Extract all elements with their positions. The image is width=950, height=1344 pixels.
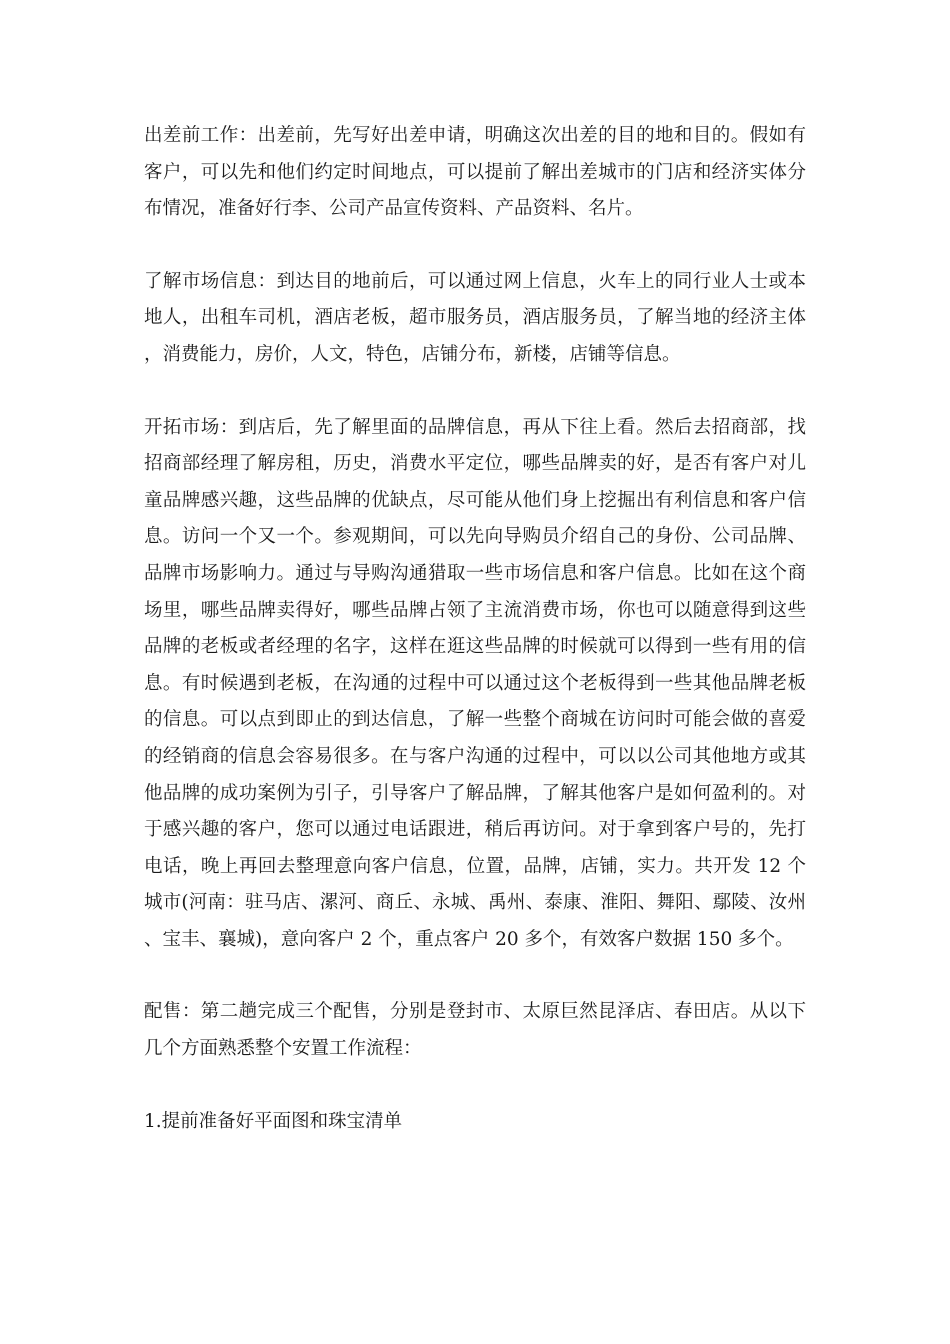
- paragraph-market-info: 了解市场信息：到达目的地前后，可以通过网上信息，火车上的同行业人士或本地人，出租车司机，酒店老板，超市服务员，酒店服务员，了解当地的经济主体，消费能力，房价，人文，特色，店铺分布，新楼，店铺等信息。: [144, 270, 806, 365]
- paragraph-distribution: 配售：第二趟完成三个配售，分别是登封市、太原巨然昆泽店、春田店。从以下几个方面熟悉整个安置工作流程：: [144, 1001, 806, 1060]
- paragraph-list-item-1: 1.提前准备好平面图和珠宝清单: [144, 1110, 403, 1132]
- paragraph-market-expansion: 开拓市场：到店后，先了解里面的品牌信息，再从下往上看。然后去招商部，找招商部经理了解房租，历史，消费水平定位，哪些品牌卖的好，是否有客户对儿童品牌感兴趣，这些品牌的优缺点，尽可能从他们身上挖掘出有利信息和客户信息。访问一个又一个。参观期间，可以先向导购员介绍自己的身份、公司品牌、品牌市场影响力。通过与导购沟通猎取一些市场信息和客户信息。比如在这个商场里，哪些品牌卖得好，哪些品牌占领了主流消费市场，你也可以随意得到这些品牌的老板或者经理的名字，这样在逛这些品牌的时候就可以得到一些有用的信息。有时候遇到老板，在沟通的过程中可以通过这个老板得到一些其他品牌老板的信息。可以点到即止的到达信息，了解一些整个商城在访问时可能会做的喜爱的经销商的信息会容易很多。在与客户沟通的过程中，可以以公司其他地方或其他品牌的成功案例为引子，引导客户了解品牌，了解其他客户是如何盈利的。对于感兴趣的客户，您可以通过电话跟进，稍后再访问。对于拿到客户号的，先打电话，晚上再回去整理意向客户信息，位置，品牌，店铺，实力。共开发 12 个城市(河南：驻马店、漯河、商丘、永城、禹州、泰康、淮阳、舞阳、鄢陵、汝州、宝丰、襄城)，意向客户 2 个，重点客户 20 多个，有效客户数据 150 多个。: [144, 416, 806, 950]
- paragraph-pre-trip: 出差前工作：出差前，先写好出差申请，明确这次出差的目的地和目的。假如有客户，可以先和他们约定时间地点，可以提前了解出差城市的门店和经济实体分布情况，准备好行李、公司产品宣传资料、产品资料、名片。: [144, 125, 806, 220]
- document-body: [144, 118, 806, 1176]
